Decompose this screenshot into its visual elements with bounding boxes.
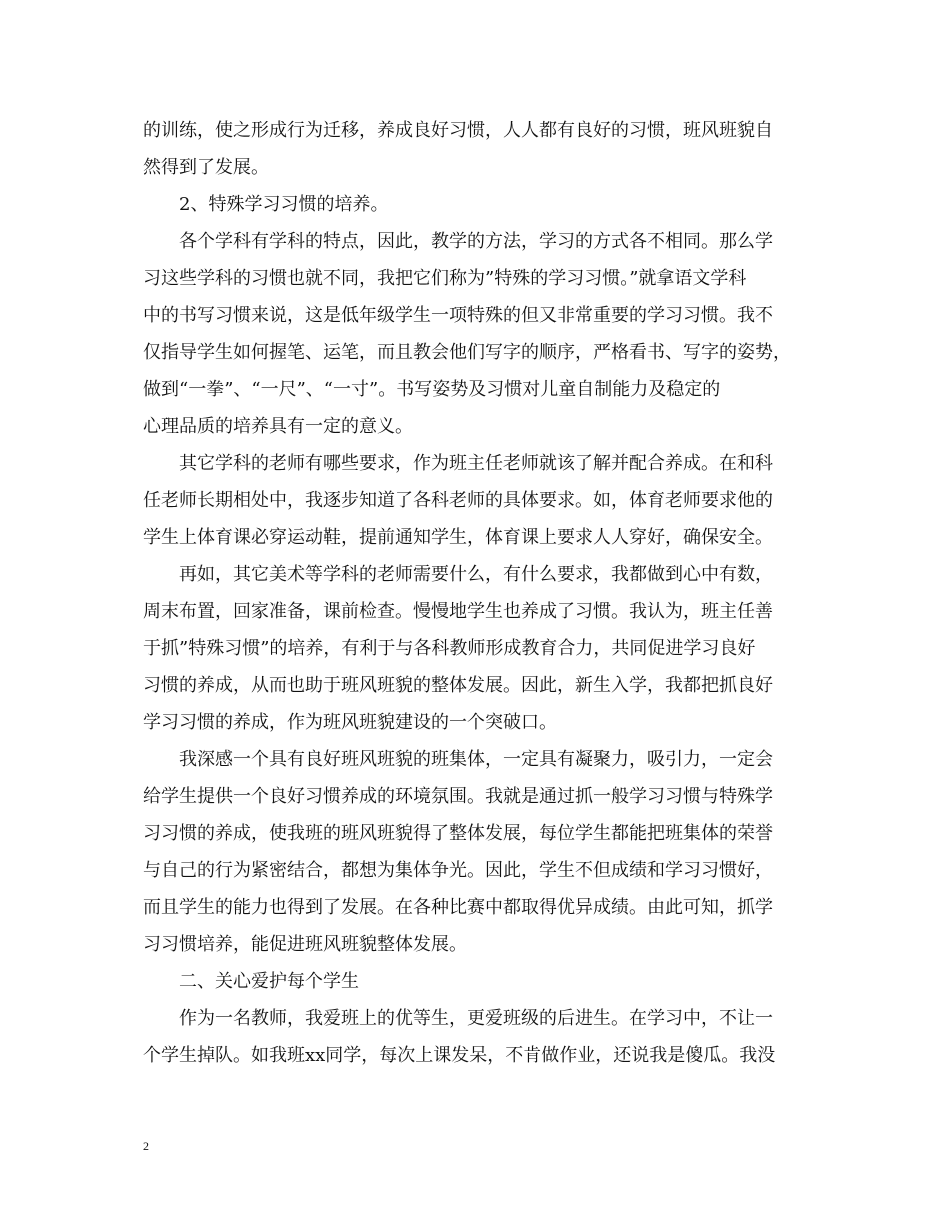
page-number: 2 (143, 1139, 149, 1153)
text-line: 任老师长期相处中，我逐步知道了各科老师的具体要求。如，体育老师要求他的 (143, 490, 773, 511)
text-line: 再如，其它美术等学科的老师需要什么，有什么要求，我都做到心中有数， (179, 564, 773, 585)
text-line: 与自己的行为紧密结合，都想为集体争光。因此，学生不但成绩和学习习惯好， (143, 860, 773, 881)
section-heading: 2、特殊学习习惯的培养。 (179, 194, 389, 215)
text-line: 习习惯培养，能促进班风班貌整体发展。 (143, 934, 467, 955)
text-line: 做到“一拳”、“一尺”、“一寸”。书写姿势及习惯对儿童自制能力及稳定的 (143, 379, 721, 400)
text-line: 习习惯的养成，使我班的班风班貌得了整体发展，每位学生都能把班集体的荣誉 (143, 823, 773, 844)
text-line: 中的书写习惯来说，这是低年级学生一项特殊的但又非常重要的学习习惯。我不 (143, 305, 773, 326)
text-line: 周末布置，回家准备，课前检查。慢慢地学生也养成了习惯。我认为，班主任善 (143, 601, 773, 622)
text-line: 各个学科有学科的特点，因此，教学的方法，学习的方式各不相同。那么学 (179, 231, 773, 252)
text-line: 其它学科的老师有哪些要求，作为班主任老师就该了解并配合养成。在和科 (179, 453, 773, 474)
text-line: 然得到了发展。 (143, 157, 269, 178)
text-line: 学生上体育课必穿运动鞋，提前通知学生，体育课上要求人人穿好，确保安全。 (143, 527, 773, 548)
text-line: 作为一名教师，我爱班上的优等生，更爱班级的后进生。在学习中，不让一 (179, 1008, 773, 1029)
text-line: 学习习惯的养成，作为班风班貌建设的一个突破口。 (143, 712, 557, 733)
section-heading: 二、关心爱护每个学生 (179, 971, 359, 992)
text-line: 习惯的养成，从而也助于班风班貌的整体发展。因此，新生入学，我都把抓良好 (143, 675, 773, 696)
text-line: 给学生提供一个良好习惯养成的环境氛围。我就是通过抓一般学习习惯与特殊学 (143, 786, 773, 807)
text-line: 个学生掉队。如我班xx同学，每次上课发呆，不肯做作业，还说我是傻瓜。我没 (143, 1045, 776, 1066)
text-line: 而且学生的能力也得到了发展。在各种比赛中都取得优异成绩。由此可知，抓学 (143, 897, 773, 918)
text-line: 我深感一个具有良好班风班貌的班集体，一定具有凝聚力，吸引力，一定会 (179, 749, 773, 770)
text-line: 习这些学科的习惯也就不同，我把它们称为”特殊的学习习惯。”就拿语文学科 (143, 268, 747, 289)
text-line: 于抓”特殊习惯”的培养，有利于与各科教师形成教育合力，共同促进学习良好 (143, 638, 756, 659)
text-line: 心理品质的培养具有一定的意义。 (143, 416, 413, 437)
text-line: 仅指导学生如何握笔、运笔，而且教会他们写字的顺序，严格看书、写字的姿势， (143, 342, 791, 363)
text-line: 的训练，使之形成行为迁移，养成良好习惯，人人都有良好的习惯，班风班貌自 (143, 120, 773, 141)
